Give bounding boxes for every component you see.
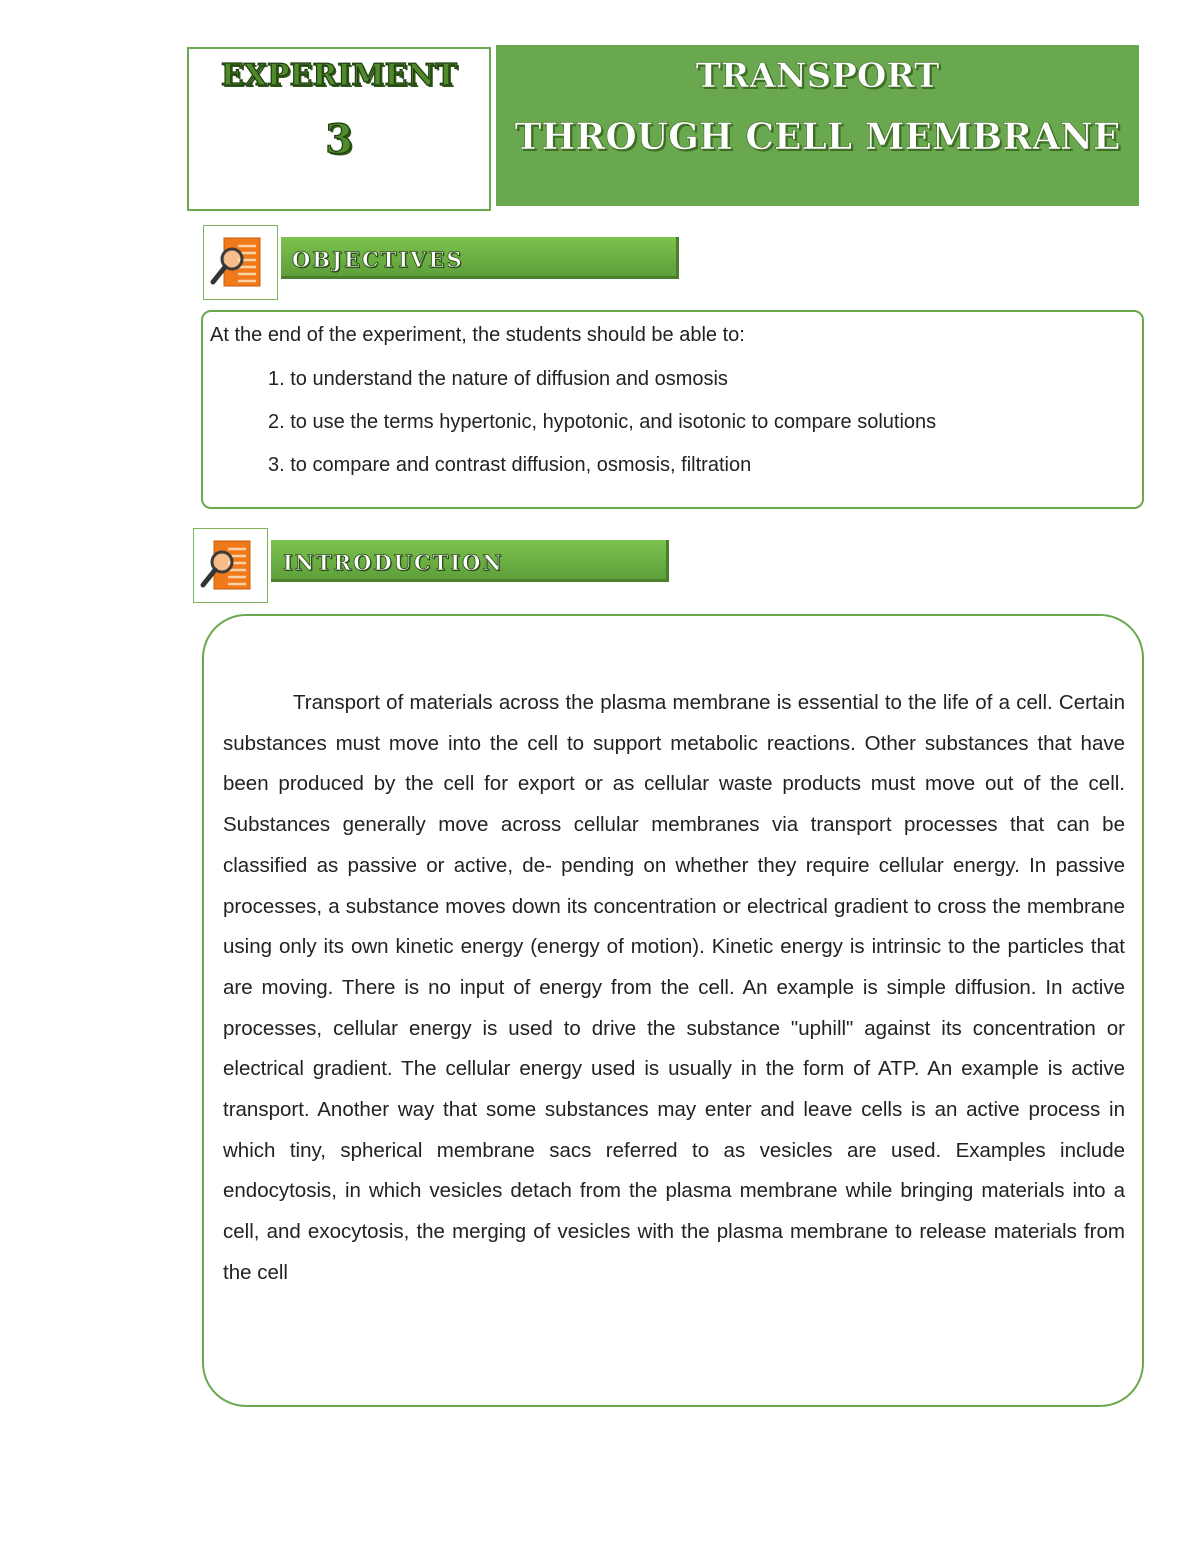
- objective-item: 2. to use the terms hypertonic, hypotonic, and isotonic to compare solutions: [268, 411, 937, 433]
- magnifier-document-icon: [204, 226, 276, 298]
- introduction-icon-frame: [193, 528, 268, 603]
- magnifier-document-icon: [194, 529, 266, 601]
- experiment-label: EXPERIMENT: [220, 58, 458, 93]
- page-title-line1: TRANSPORT: [695, 56, 940, 96]
- objectives-heading: OBJECTIVES: [292, 247, 464, 272]
- objectives-icon-frame: [203, 225, 278, 300]
- introduction-heading: INTRODUCTION: [283, 550, 504, 575]
- objective-item: 1. to understand the nature of diffusion and osmosis: [268, 368, 728, 390]
- experiment-number: 3: [325, 116, 353, 163]
- page-title-line2: THROUGH CELL MEMBRANE: [514, 116, 1121, 158]
- objective-item: 3. to compare and contrast diffusion, osmosis, filtration: [268, 454, 752, 476]
- introduction-paragraph: Transport of materials across the plasma membrane is essential to the life of a cell. Certain substances must move into the cell to support metabolic reactions. Other substances that have been produced by the cell for export or as cellular waste products must move out of the cell. Substances generally move across cellular membranes via transport processes that can be classified as passive or active, de- pending on whether they require cellular energy. In passive processes, a substance moves down its concentration or electrical gradient to cross the membrane using only its own kinetic energy (energy of motion). Kinetic energy is intrinsic to the particles that are moving. There is no input of energy from the cell. An example is simple diffusion. In active processes, cellular energy is used to drive the substance "uphill" against its concentration or electrical gradient. The cellular energy used is usually in the form of ATP. An example is active transport. Another way that some substances may enter and leave cells is an active process in which tiny, spherical membrane sacs referred to as vesicles are used. Examples include endocytosis, in which vesicles detach from the plasma membrane while bringing materials into a cell, and exocytosis, the merging of vesicles with the plasma membrane to release materials from the cell: [223, 691, 1125, 1284]
- objectives-intro: At the end of the experiment, the students should be able to:: [210, 324, 745, 346]
